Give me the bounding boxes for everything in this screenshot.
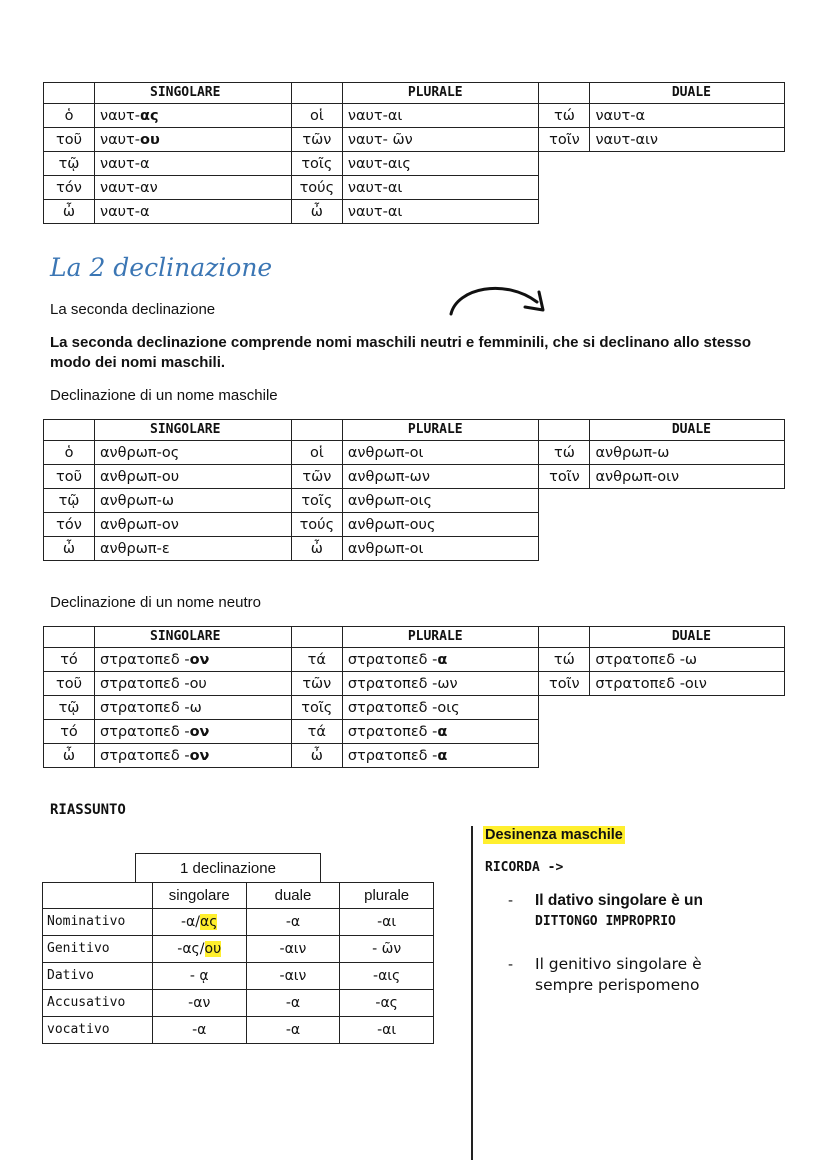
bullet-dash: -	[508, 893, 514, 909]
header-singolare: SINGOLARE	[95, 83, 292, 104]
table-row	[44, 152, 785, 176]
table-row	[44, 513, 785, 537]
table-row	[44, 744, 785, 768]
form: ναυτ-α	[95, 200, 292, 224]
article: τώ	[539, 104, 590, 128]
table-row	[44, 696, 785, 720]
form: ανθρωπ-οις	[342, 489, 539, 513]
table-row	[43, 1017, 434, 1044]
article: τοῖν	[539, 672, 590, 696]
summary-box-title: 1 declinazione	[135, 853, 321, 883]
ending-dual: -αιν	[246, 963, 340, 990]
form: ναυτ-αις	[342, 152, 539, 176]
article: τούς	[291, 176, 342, 200]
form: ναυτ-αν	[95, 176, 292, 200]
ending-plural: - ῶν	[340, 936, 434, 963]
article: τῶν	[291, 465, 342, 489]
case-label: vocativo	[43, 1017, 153, 1044]
table-row	[44, 176, 785, 200]
table-row	[44, 200, 785, 224]
note-dativo: Il dativo singolare è un DITTONGO IMPROPRIO	[535, 892, 703, 929]
ending-singular: -α	[152, 1017, 246, 1044]
article: οἱ	[291, 441, 342, 465]
ending-dual: -αιν	[246, 936, 340, 963]
ending-singular: - ᾳ	[152, 963, 246, 990]
article: ὁ	[44, 104, 95, 128]
form: ναυτ-ου	[95, 128, 292, 152]
ending-dual: -α	[246, 990, 340, 1017]
header-duale: DUALE	[590, 420, 785, 441]
table-row	[43, 909, 434, 936]
article: ὦ	[44, 744, 95, 768]
article: ὦ	[44, 537, 95, 561]
form: στρατοπεδ -ων	[342, 672, 539, 696]
table-row	[44, 128, 785, 152]
col-plurale: plurale	[340, 883, 434, 909]
article: τά	[291, 648, 342, 672]
form: ανθρωπ-ων	[342, 465, 539, 489]
article: τοῖς	[291, 489, 342, 513]
article: τόν	[44, 513, 95, 537]
ending-plural: -αι	[340, 909, 434, 936]
article: τώ	[539, 441, 590, 465]
header-singolare: SINGOLARE	[95, 627, 292, 648]
form: ναυτ-ας	[95, 104, 292, 128]
table-header-row	[44, 627, 785, 648]
table-row	[44, 104, 785, 128]
table-row	[44, 441, 785, 465]
form: ναυτ-α	[95, 152, 292, 176]
article: ὦ	[44, 200, 95, 224]
form: ναυτ- ῶν	[342, 128, 539, 152]
article: οἱ	[291, 104, 342, 128]
article: τῷ	[44, 489, 95, 513]
form: ανθρωπ-ε	[95, 537, 292, 561]
form: ανθρωπ-οι	[342, 537, 539, 561]
header-duale: DUALE	[590, 83, 785, 104]
header-plurale: PLURALE	[342, 420, 539, 441]
summary-heading: RIASSUNTO	[50, 802, 126, 818]
case-label: Dativo	[43, 963, 153, 990]
masc-heading: Declinazione di un nome maschile	[50, 387, 278, 404]
article: τῷ	[44, 152, 95, 176]
ricorda-label: RICORDA ->	[485, 860, 564, 875]
table-row	[43, 936, 434, 963]
first-declension-table	[43, 82, 785, 224]
intro-paragraph: La seconda declinazione comprende nomi maschili neutri e femminili, che si declinano allo stesso modo dei nomi maschili.	[50, 334, 752, 371]
form: ανθρωπ-ω	[95, 489, 292, 513]
article: τούς	[291, 513, 342, 537]
form: ανθρωπ-οι	[342, 441, 539, 465]
case-label: Accusativo	[43, 990, 153, 1017]
article: τόν	[44, 176, 95, 200]
article: ὦ	[291, 537, 342, 561]
col-duale: duale	[246, 883, 340, 909]
section-subtitle: La seconda declinazione	[50, 301, 216, 318]
table-header-row	[44, 83, 785, 104]
form: ανθρωπ-ον	[95, 513, 292, 537]
article: τοῦ	[44, 128, 95, 152]
note-genitivo: Il genitivo singolare è sempre perispomeno	[535, 955, 702, 994]
notes-title: Desinenza maschile	[485, 827, 623, 843]
ending-plural: -ας	[340, 990, 434, 1017]
article: τοῦ	[44, 465, 95, 489]
summary-table	[42, 882, 434, 1044]
form: στρατοπεδ -α	[342, 720, 539, 744]
case-label: Genitivo	[43, 936, 153, 963]
form: ανθρωπ-ος	[95, 441, 292, 465]
form: στρατοπεδ -ω	[590, 648, 785, 672]
table-row	[44, 648, 785, 672]
article: τοῖν	[539, 465, 590, 489]
article: ὁ	[44, 441, 95, 465]
form: ανθρωπ-οιν	[590, 465, 785, 489]
article: τώ	[539, 648, 590, 672]
header-duale: DUALE	[590, 627, 785, 648]
article: τῶν	[291, 672, 342, 696]
col-singolare: singolare	[152, 883, 246, 909]
ending-plural: -αις	[340, 963, 434, 990]
form: ανθρωπ-ου	[95, 465, 292, 489]
form: ναυτ-αιν	[590, 128, 785, 152]
article: τοῦ	[44, 672, 95, 696]
table-row	[43, 990, 434, 1017]
table-row	[44, 537, 785, 561]
form: στρατοπεδ -ω	[95, 696, 292, 720]
form: ανθρωπ-ω	[590, 441, 785, 465]
article: ὦ	[291, 744, 342, 768]
ending-singular: -αν	[152, 990, 246, 1017]
table-row	[44, 465, 785, 489]
form: ναυτ-α	[590, 104, 785, 128]
table-row	[43, 963, 434, 990]
form: στρατοπεδ -οις	[342, 696, 539, 720]
article: τό	[44, 720, 95, 744]
masculine-table	[43, 419, 785, 561]
form: στρατοπεδ -α	[342, 648, 539, 672]
article: τοῖς	[291, 696, 342, 720]
article: ὦ	[291, 200, 342, 224]
form: στρατοπεδ -οιν	[590, 672, 785, 696]
ending-dual: -α	[246, 909, 340, 936]
table-row	[44, 489, 785, 513]
form: στρατοπεδ -ον	[95, 720, 292, 744]
summary-header-row	[43, 883, 434, 909]
article: τοῖν	[539, 128, 590, 152]
form: στρατοπεδ -ον	[95, 744, 292, 768]
header-plurale: PLURALE	[342, 627, 539, 648]
ending-singular: -α/ας	[152, 909, 246, 936]
header-singolare: SINGOLARE	[95, 420, 292, 441]
neut-heading: Declinazione di un nome neutro	[50, 594, 261, 611]
article: τοῖς	[291, 152, 342, 176]
form: ναυτ-αι	[342, 200, 539, 224]
form: ναυτ-αι	[342, 176, 539, 200]
section-title: La 2 declinazione	[50, 253, 273, 282]
form: στρατοπεδ -ου	[95, 672, 292, 696]
form: στρατοπεδ -α	[342, 744, 539, 768]
curved-arrow-icon	[445, 280, 555, 320]
form: ανθρωπ-ους	[342, 513, 539, 537]
case-label: Nominativo	[43, 909, 153, 936]
article: τῷ	[44, 696, 95, 720]
form: ναυτ-αι	[342, 104, 539, 128]
ending-dual: -α	[246, 1017, 340, 1044]
ending-singular: -ας/ου	[152, 936, 246, 963]
table-header-row	[44, 420, 785, 441]
bullet-dash: -	[508, 957, 514, 973]
table-row	[44, 672, 785, 696]
neuter-table	[43, 626, 785, 768]
column-divider	[471, 826, 473, 1160]
form: στρατοπεδ -ον	[95, 648, 292, 672]
header-plurale: PLURALE	[342, 83, 539, 104]
article: τό	[44, 648, 95, 672]
ending-plural: -αι	[340, 1017, 434, 1044]
article: τῶν	[291, 128, 342, 152]
article: τά	[291, 720, 342, 744]
table-row	[44, 720, 785, 744]
